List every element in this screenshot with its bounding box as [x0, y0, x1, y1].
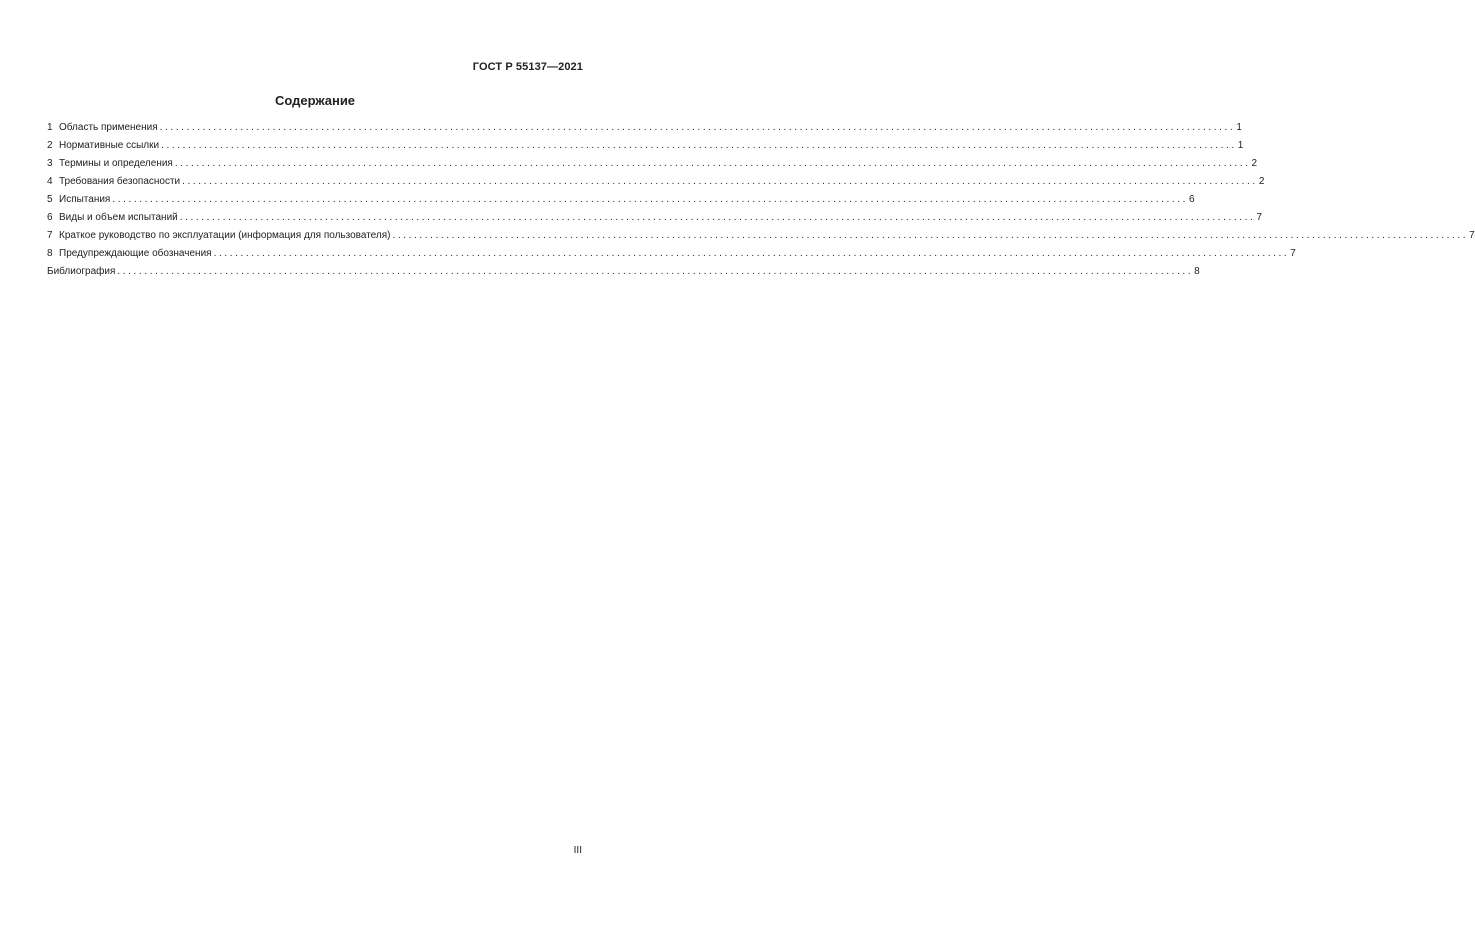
toc-entry-page: 8	[1194, 266, 1200, 277]
toc-leader-dots: ........................................................................................................................................................................................................	[174, 158, 1251, 169]
toc-entry-page: 2	[1251, 158, 1258, 169]
toc-leader-dots: ........................................................................................................................................................................................................	[179, 212, 1256, 223]
toc-entry-7[interactable]	[47, 229, 1475, 247]
toc-entry-text: Нормативные ссылки	[59, 140, 160, 151]
toc-leader-dots: ........................................................................................................................................................................................................	[117, 266, 1194, 277]
toc-entry-text: Область применения	[59, 122, 158, 133]
toc-entry-number: 6	[47, 212, 53, 223]
toc-entry-number: 1	[47, 122, 53, 133]
toc-entry-page: 1	[1237, 140, 1244, 151]
toc-entry-page: 7	[1469, 230, 1475, 241]
toc-entry-number: 8	[47, 248, 53, 259]
page-number: III	[573, 845, 582, 856]
toc-entry-1[interactable]	[47, 121, 1242, 139]
toc-entry-page: 6	[1189, 194, 1195, 205]
toc-entry-bibliography[interactable]	[47, 265, 1200, 283]
toc-leader-dots: ........................................................................................................................................................................................................	[392, 230, 1469, 241]
toc-entry-text: Библиография	[47, 266, 116, 277]
toc-leader-dots: ........................................................................................................................................................................................................	[112, 194, 1189, 205]
toc-entry-number: 7	[47, 230, 53, 241]
toc-entry-page: 7	[1290, 248, 1296, 259]
toc-entry-number: 4	[47, 176, 53, 187]
toc-entry-text: Виды и объем испытаний	[59, 212, 178, 223]
toc-entry-5[interactable]	[47, 193, 1195, 211]
toc-entry-number: 3	[47, 158, 53, 169]
toc-entry-text: Испытания	[59, 194, 111, 205]
toc-entry-text: Требования безопасности	[59, 176, 181, 187]
toc-leader-dots: ........................................................................................................................................................................................................	[182, 176, 1258, 187]
toc-entry-2[interactable]	[47, 139, 1244, 157]
toc-entry-page: 7	[1256, 212, 1262, 223]
toc-entry-8[interactable]	[47, 247, 1296, 265]
toc-leader-dots: ........................................................................................................................................................................................................	[213, 248, 1290, 259]
toc-entry-4[interactable]	[47, 175, 1265, 193]
table-of-contents	[47, 121, 1475, 283]
document-id: ГОСТ Р 55137—2021	[472, 61, 583, 73]
toc-entry-6[interactable]	[47, 211, 1262, 229]
toc-entry-page: 2	[1258, 176, 1265, 187]
toc-entry-3[interactable]	[47, 157, 1258, 175]
toc-leader-dots: ........................................................................................................................................................................................................	[159, 122, 1236, 133]
toc-leader-dots: ........................................................................................................................................................................................................	[161, 140, 1237, 151]
toc-entry-text: Краткое руководство по эксплуатации (информация для пользователя)	[59, 230, 391, 241]
toc-title: Содержание	[274, 93, 356, 108]
toc-entry-text: Предупреждающие обозначения	[59, 248, 212, 259]
toc-entry-text: Термины и определения	[59, 158, 173, 169]
toc-entry-page: 1	[1236, 122, 1242, 133]
toc-entry-number: 2	[47, 140, 53, 151]
toc-entry-number: 5	[47, 194, 53, 205]
